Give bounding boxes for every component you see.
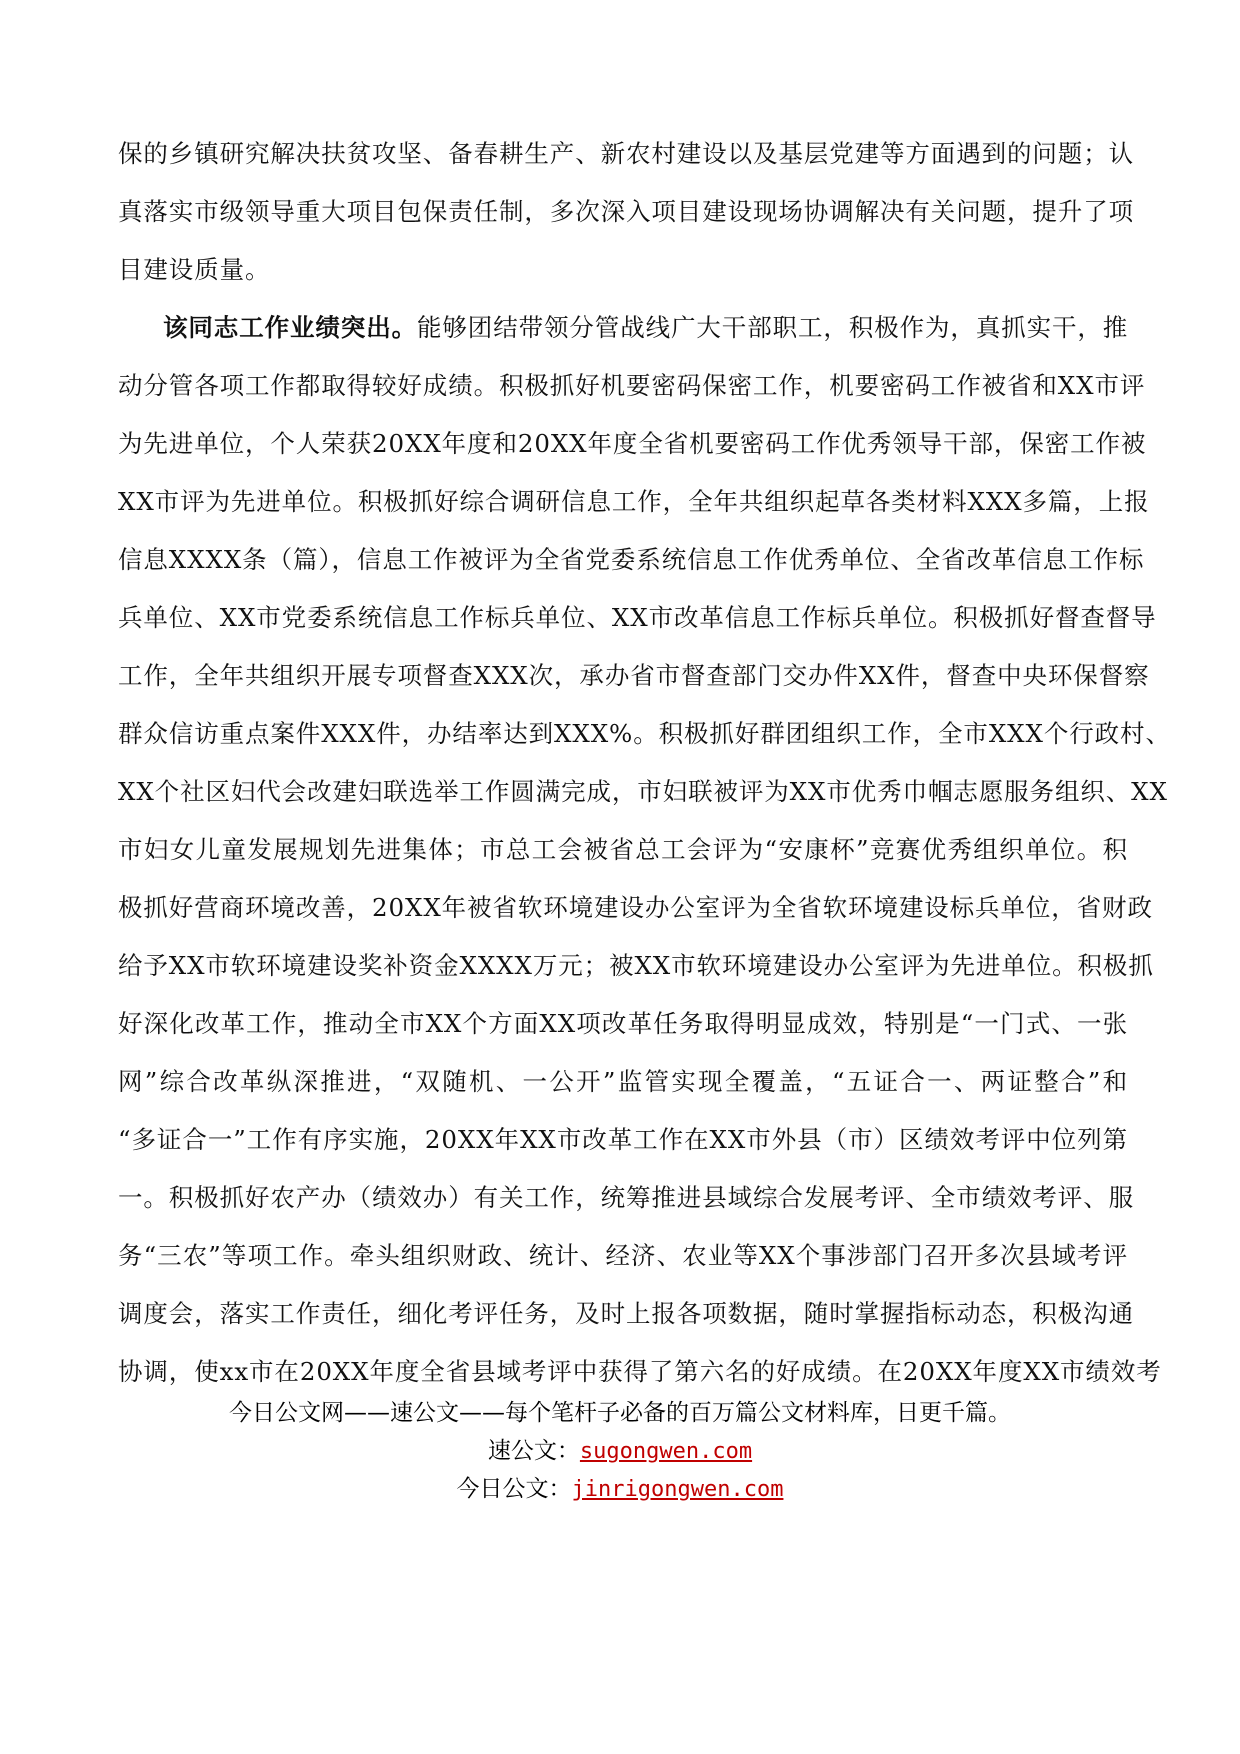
body-line: 目建设质量。 [118,255,271,284]
body-line: 保的乡镇研究解决扶贫攻坚、备春耕生产、新农村建设以及基层党建等方面遇到的问题；认 [118,139,1134,168]
body-line: 调度会，落实工作责任，细化考评任务，及时上报各项数据，随时掌握指标动态，积极沟通 [118,1299,1134,1328]
footer-slogan: 今日公文网——速公文——每个笔杆子必备的百万篇公文材料库，日更千篇。 [229,1400,1011,1426]
paragraph-first-line [163,311,1128,345]
body-line: 网”综合改革纵深推进，“双随机、一公开”监管实现全覆盖，“五证合一、两证整合”和 [118,1067,1128,1096]
footer-site2 [0,1474,1240,1505]
body-line: 群众信访重点案件XXX件，办结率达到XXX%。积极抓好群团组织工作，全市XXX个行政村、 [118,719,1171,748]
footer-site1 [0,1436,1240,1467]
footer-site2-link[interactable]: jinrigongwen.com [571,1477,784,1502]
footer-site2-label: 今日公文： [456,1476,572,1502]
paragraph-heading: 该同志工作业绩突出。 [163,313,417,342]
paragraph-text: 能够团结带领分管战线广大干部职工，积极作为，真抓实干，推 [417,313,1129,342]
footer-site1-link[interactable]: sugongwen.com [579,1439,753,1464]
body-line: 好深化改革工作，推动全市XX个方面XX项改革任务取得明显成效，特别是“一门式、一张 [118,1009,1128,1038]
body-line: 动分管各项工作都取得较好成绩。积极抓好机要密码保密工作，机要密码工作被省和XX市评 [118,371,1146,400]
body-line: 协调，使xx市在20XX年度全省县域考评中获得了第六名的好成绩。在20XX年度XX市绩效考 [118,1357,1162,1386]
body-line: 市妇女儿童发展规划先进集体；市总工会被省总工会评为“安康杯”竞赛优秀组织单位。积 [118,835,1128,864]
body-line: “多证合一”工作有序实施，20XX年XX市改革工作在XX市外县（市）区绩效考评中位列第 [118,1125,1128,1154]
body-line: 为先进单位，个人荣获20XX年度和20XX年度全省机要密码工作优秀领导干部，保密工作被 [118,429,1147,458]
body-line: XX市评为先进单位。积极抓好综合调研信息工作，全年共组织起草各类材料XXX多篇，上报 [118,487,1150,516]
body-line: 真落实市级领导重大项目包保责任制，多次深入项目建设现场协调解决有关问题，提升了项 [118,197,1134,226]
body-line: 工作，全年共组织开展专项督查XXX次，承办省市督查部门交办件XX件，督查中央环保督察 [118,661,1150,690]
body-line: 信息XXXX条（篇），信息工作被评为全省党委系统信息工作优秀单位、全省改革信息工作标 [118,545,1145,574]
footer-site1-label: 速公文： [487,1438,580,1464]
body-line: 一。积极抓好农产办（绩效办）有关工作，统筹推进县域综合发展考评、全市绩效考评、服 [118,1183,1134,1212]
body-line: 给予XX市软环境建设奖补资金XXXX万元；被XX市软环境建设办公室评为先进单位。积极抓 [118,951,1154,980]
body-line: XX个社区妇代会改建妇联选举工作圆满完成，市妇联被评为XX市优秀巾帼志愿服务组织、XX [118,777,1168,806]
body-line: 兵单位、XX市党委系统信息工作标兵单位、XX市改革信息工作标兵单位。积极抓好督查督导 [118,603,1157,632]
body-line: 极抓好营商环境改善，20XX年被省软环境建设办公室评为全省软环境建设标兵单位，省财政 [118,893,1153,922]
body-line: 务“三农”等项工作。牵头组织财政、统计、经济、农业等XX个事涉部门召开多次县域考评 [118,1241,1128,1270]
